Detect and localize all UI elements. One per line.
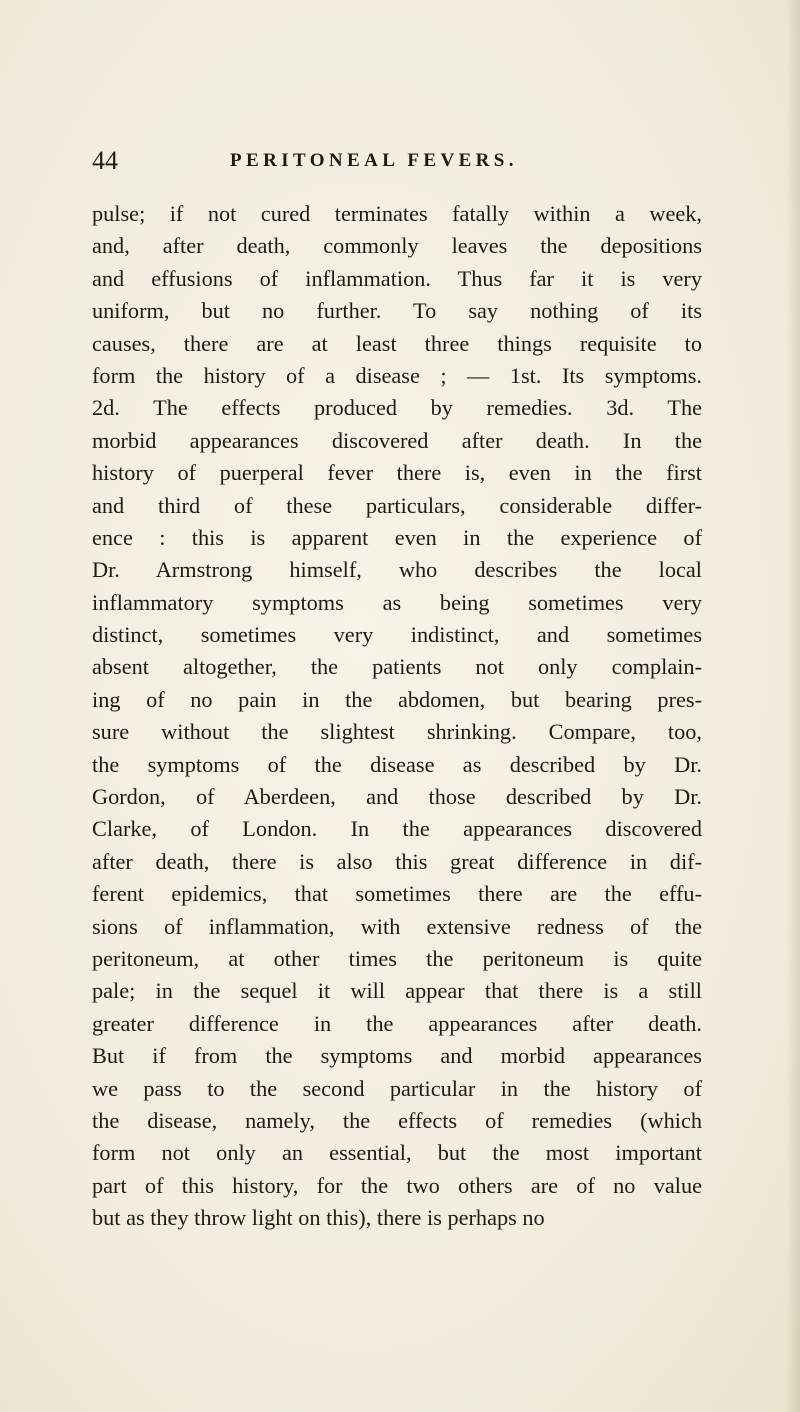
text-line: greater difference in the appearances after death.	[92, 1010, 702, 1036]
text-line: absent altogether, the patients not only complain-	[92, 654, 702, 680]
text-line: form not only an essential, but the most important	[92, 1140, 702, 1166]
text-line: but as they throw light on this), there is perhaps no	[92, 1205, 545, 1231]
text-line: and effusions of inflammation. Thus far it is very	[92, 265, 702, 291]
page-number: 44	[92, 146, 118, 175]
text-line: the disease, namely, the effects of remedies (which	[92, 1107, 702, 1133]
text-line: after death, there is also this great difference in dif-	[92, 848, 702, 874]
text-line: morbid appearances discovered after death. In the	[92, 427, 702, 453]
text-line: ing of no pain in the abdomen, but bearing pres-	[92, 686, 702, 712]
text-line: inflammatory symptoms as being sometimes very	[92, 589, 702, 615]
page-header	[92, 146, 692, 176]
text-line: Dr. Armstrong himself, who describes the local	[92, 557, 702, 583]
running-head: PERITONEAL FEVERS.	[230, 150, 518, 171]
text-line: we pass to the second particular in the history of	[92, 1075, 702, 1101]
text-line: the symptoms of the disease as described by Dr.	[92, 751, 702, 777]
text-line: pulse; if not cured terminates fatally within a week,	[92, 201, 702, 226]
text-line: ferent epidemics, that sometimes there are the effu-	[92, 881, 702, 907]
text-line: sure without the slightest shrinking. Compare, too,	[92, 719, 702, 745]
text-line: causes, there are at least three things requisite to	[92, 330, 702, 356]
text-line: pale; in the sequel it will appear that there is a still	[92, 978, 702, 1004]
text-line: uniform, but no further. To say nothing of its	[92, 298, 702, 324]
text-line: Clarke, of London. In the appearances discovered	[92, 816, 702, 842]
text-line: Gordon, of Aberdeen, and those described by Dr.	[92, 784, 702, 810]
text-line: history of puerperal fever there is, even in the first	[92, 460, 702, 486]
text-line: distinct, sometimes very indistinct, and sometimes	[92, 622, 702, 648]
text-line: sions of inflammation, with extensive redness of the	[92, 913, 702, 939]
text-line: form the history of a disease ; — 1st. Its symptoms.	[92, 362, 702, 388]
text-line: and, after death, commonly leaves the depositions	[92, 233, 702, 259]
text-line: part of this history, for the two others are of no value	[92, 1172, 702, 1198]
body-text	[92, 198, 702, 1235]
text-line: ence : this is apparent even in the experience of	[92, 524, 702, 550]
text-line: and third of these particulars, considerable differ-	[92, 492, 702, 518]
text-line: 2d. The effects produced by remedies. 3d. The	[92, 395, 702, 421]
page-edge-shadow	[786, 0, 800, 1412]
text-line: peritoneum, at other times the peritoneum is quite	[92, 945, 702, 971]
text-line: But if from the symptoms and morbid appearances	[92, 1043, 702, 1069]
